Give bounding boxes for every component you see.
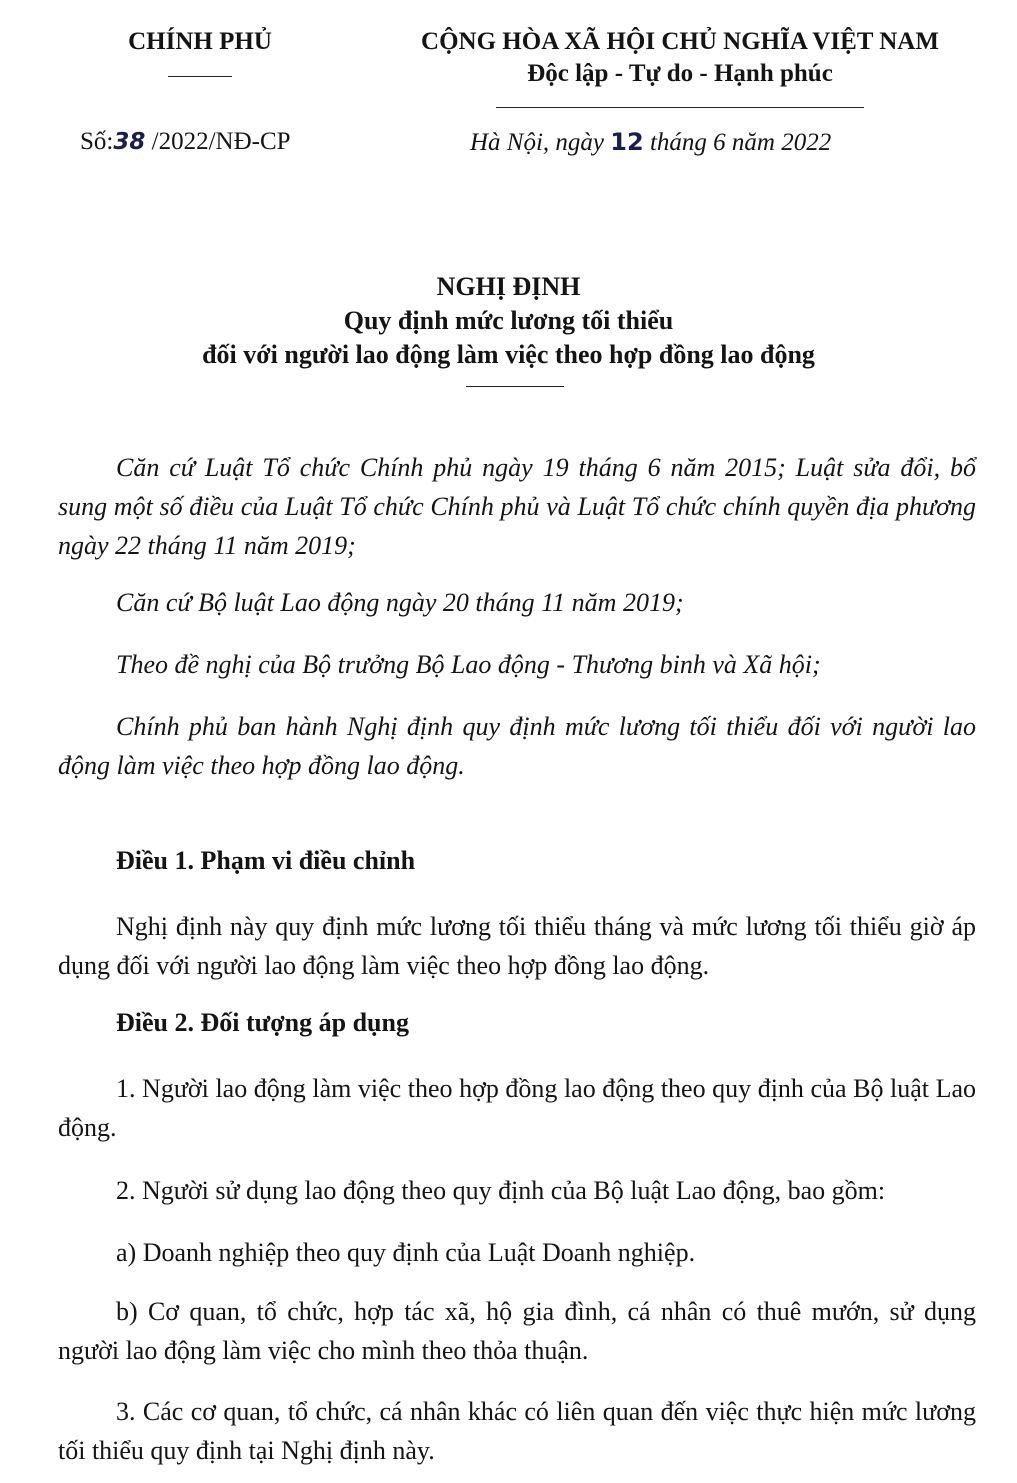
article-2-clause-3: 3. Các cơ quan, tổ chức, cá nhân khác có liên quan đến việc thực hiện mức lương tối thiểu quy định tại Nghị định này.	[58, 1397, 976, 1465]
preamble-legal-basis-1: Căn cứ Luật Tổ chức Chính phủ ngày 19 tháng 6 năm 2015; Luật sửa đổi, bổ sung một số điều của Luật Tổ chức Chính phủ và Luật Tổ chức chính quyền địa phương ngày 22 tháng 11 năm 2019;	[58, 453, 976, 560]
motto-underline	[496, 107, 864, 108]
article-2-clause-2b: b) Cơ quan, tổ chức, hợp tác xã, hộ gia đình, cá nhân có thuê mướn, sử dụng người lao động làm việc cho mình theo thỏa thuận.	[58, 1297, 976, 1365]
title-line-1: Quy định mức lương tối thiểu	[343, 306, 674, 335]
country-name: CỘNG HÒA XÃ HỘI CHỦ NGHĨA VIỆT NAM	[421, 28, 939, 55]
preamble-proposal: Theo đề nghị của Bộ trưởng Bộ Lao động - Thương binh và Xã hội;	[116, 650, 821, 679]
document-number-suffix: /2022/NĐ-CP	[145, 128, 291, 155]
document-date	[470, 128, 831, 157]
title-line-2: đối với người lao động làm việc theo hợp đồng lao động	[202, 340, 815, 369]
title-underline	[466, 386, 564, 387]
article-2-clause-2: 2. Người sử dụng lao động theo quy định của Bộ luật Lao động, bao gồm:	[116, 1176, 886, 1205]
preamble-enactment: Chính phủ ban hành Nghị định quy định mức lương tối thiểu đối với người lao động làm việc theo hợp đồng lao động.	[58, 712, 976, 780]
article-1-paragraph: Nghị định này quy định mức lương tối thiểu tháng và mức lương tối thiểu giờ áp dụng đối với người lao động làm việc theo hợp đồng lao động.	[58, 912, 976, 980]
article-2-heading: Điều 2. Đối tượng áp dụng	[116, 1008, 409, 1037]
preamble-legal-basis-2: Căn cứ Bộ luật Lao động ngày 20 tháng 11 năm 2019;	[116, 588, 684, 617]
issuing-agency: CHÍNH PHỦ	[128, 28, 272, 55]
date-prefix: Hà Nội, ngày	[470, 129, 611, 156]
date-suffix: tháng 6 năm 2022	[643, 129, 832, 156]
agency-underline	[168, 76, 232, 77]
article-2-clause-1: 1. Người lao động làm việc theo hợp đồng lao động theo quy định của Bộ luật Lao động.	[58, 1074, 976, 1142]
date-day-handwritten: 12	[610, 128, 644, 156]
article-2-clause-2a: a) Doanh nghiệp theo quy định của Luật Doanh nghiệp.	[116, 1238, 696, 1267]
document-number-prefix: Số:	[80, 128, 114, 155]
national-motto: Độc lập - Tự do - Hạnh phúc	[527, 60, 833, 87]
document-number	[80, 128, 291, 156]
document-number-handwritten: 38	[113, 129, 146, 155]
article-1-heading: Điều 1. Phạm vi điều chỉnh	[116, 846, 416, 875]
document-type: NGHỊ ĐỊNH	[436, 272, 581, 301]
